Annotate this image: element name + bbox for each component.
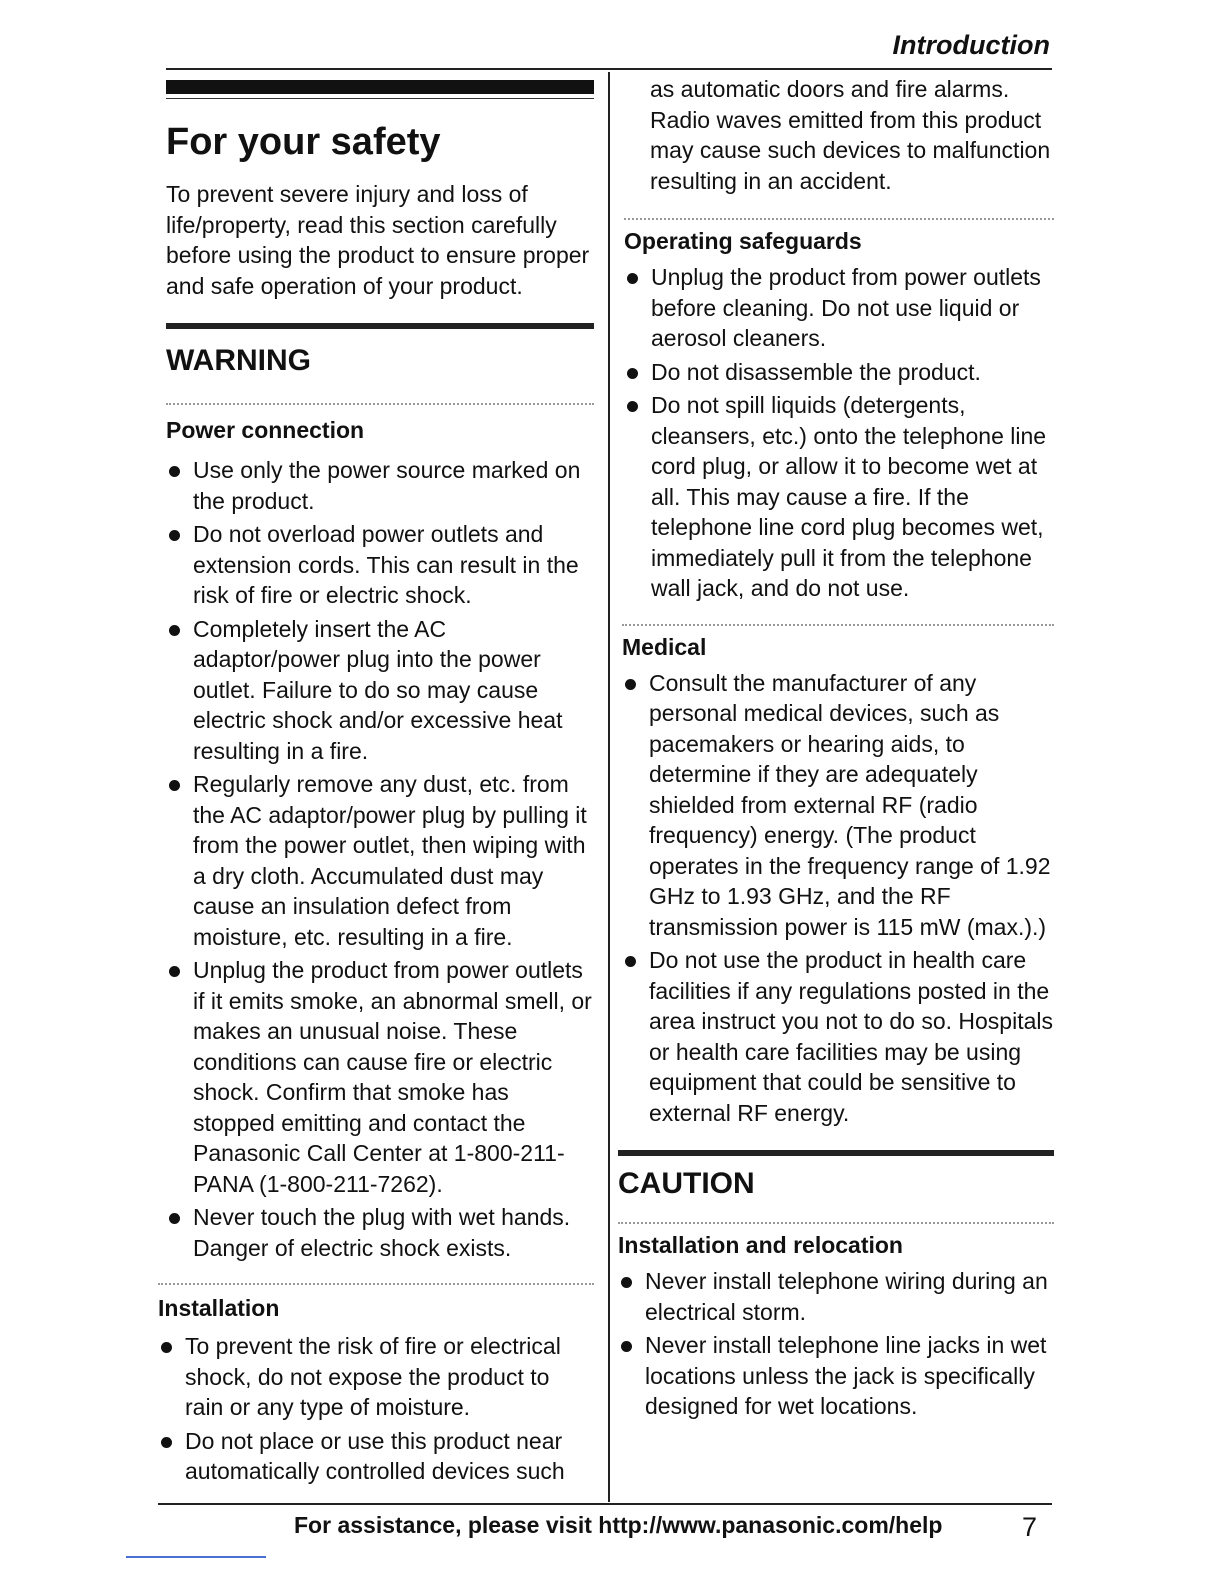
list-item: Do not spill liquids (detergents, cleansers, etc.) onto the telephone line cord plug, or allow it to become wet at all. This may cause a fire. If the telephone line cord plug becomes wet, immediately pull it from the telephone wall jack, and do not use. — [624, 390, 1054, 604]
title-rule — [166, 98, 594, 99]
intro-paragraph: To prevent severe injury and loss of life/property, read this section carefully before using the product to ensure proper and safe operation of your product. — [166, 181, 590, 299]
left-column — [158, 80, 594, 1490]
page-number: 7 — [1022, 1512, 1038, 1542]
caution-heading: CAUTION — [618, 1167, 755, 1200]
power-connection-heading: Power connection — [166, 417, 365, 443]
page-title: For your safety — [166, 121, 441, 163]
header-rule — [166, 68, 1052, 70]
title-bar — [166, 80, 594, 94]
bullet-icon — [169, 530, 180, 541]
bullet-icon — [169, 1213, 180, 1224]
footer-assistance: For assistance, please visit http://www.panasonic.com/help — [294, 1512, 943, 1538]
list-item: Never install telephone wiring during an electrical storm. — [618, 1266, 1054, 1327]
warning-heading: WARNING — [166, 344, 311, 377]
installation-relocation-heading: Installation and relocation — [618, 1232, 903, 1258]
right-column — [618, 74, 1054, 1425]
medical-list — [618, 668, 1054, 1129]
list-item: Regularly remove any dust, etc. from the AC adaptor/power plug by pulling it from the power outlet, then wiping with a dry cloth. Accumulated dust may cause an insulation defect from moisture, etc. resulting in a fire. — [166, 769, 594, 952]
section-title: Introduction — [892, 30, 1050, 60]
list-item: Never install telephone line jacks in wet locations unless the jack is specifically designed for wet locations. — [618, 1330, 1054, 1422]
list-item: Consult the manufacturer of any personal medical devices, such as pacemakers or hearing aids, to determine if they are adequately shielded from external RF (radio frequency) energy. (The product operates in the frequency range of 1.92 GHz to 1.93 GHz, and the RF transmission power is 115 mW (max.).) — [622, 668, 1054, 943]
bullet-icon — [621, 1341, 632, 1352]
list-item: Do not disassemble the product. — [624, 357, 1054, 388]
list-item: To prevent the risk of fire or electrical shock, do not expose the product to rain or any type of moisture. — [158, 1331, 594, 1423]
power-rule — [166, 403, 594, 405]
list-item: Completely insert the AC adaptor/power plug into the power outlet. Failure to do so may cause electric shock and/or excessive heat resulting in a fire. — [166, 614, 594, 767]
column-divider — [608, 72, 610, 1502]
list-item: Never touch the plug with wet hands. Danger of electric shock exists. — [166, 1202, 594, 1263]
bullet-icon — [169, 966, 180, 977]
bullet-icon — [169, 780, 180, 791]
bullet-icon — [161, 1342, 172, 1353]
medical-rule — [622, 624, 1054, 626]
bullet-icon — [627, 368, 638, 379]
operating-safeguards-heading: Operating safeguards — [624, 228, 862, 254]
corner-mark — [126, 1556, 266, 1558]
relocation-rule — [618, 1222, 1054, 1224]
bullet-icon — [625, 679, 636, 690]
bullet-icon — [625, 956, 636, 967]
installation-heading: Installation — [158, 1295, 280, 1321]
bullet-icon — [169, 466, 180, 477]
list-item: Do not place or use this product near automatically controlled devices such — [158, 1426, 594, 1487]
bullet-icon — [627, 273, 638, 284]
power-connection-list — [158, 455, 594, 1263]
bullet-icon — [627, 401, 638, 412]
caution-bar — [618, 1150, 1054, 1156]
operating-rule — [624, 218, 1054, 220]
installation-rule — [158, 1283, 594, 1285]
list-item: Use only the power source marked on the product. — [166, 455, 594, 516]
warning-bar — [166, 323, 594, 329]
footer-rule — [158, 1503, 1052, 1505]
bullet-icon — [161, 1437, 172, 1448]
list-item: Do not overload power outlets and extension cords. This can result in the risk of fire or electric shock. — [166, 519, 594, 611]
list-item: Unplug the product from power outlets if it emits smoke, an abnormal smell, or makes an unusual noise. These conditions can cause fire or electric shock. Confirm that smoke has stopped emitting and contact the Panasonic Call Center at 1-800-211-PANA (1-800-211-7262). — [166, 955, 594, 1199]
operating-safeguards-list — [618, 262, 1054, 604]
list-item: Unplug the product from power outlets before cleaning. Do not use liquid or aerosol cleaners. — [624, 262, 1054, 354]
continuation-paragraph: as automatic doors and fire alarms. Radio waves emitted from this product may cause such devices to malfunction resulting in an accident. — [650, 76, 1051, 194]
bullet-icon — [169, 625, 180, 636]
installation-list — [158, 1331, 594, 1487]
installation-relocation-list — [618, 1266, 1054, 1422]
list-item: Do not use the product in health care facilities if any regulations posted in the area instruct you not to do so. Hospitals or health care facilities may be using equipment that could be sensitive to external RF energy. — [622, 945, 1054, 1128]
bullet-icon — [621, 1277, 632, 1288]
medical-heading: Medical — [622, 633, 707, 660]
